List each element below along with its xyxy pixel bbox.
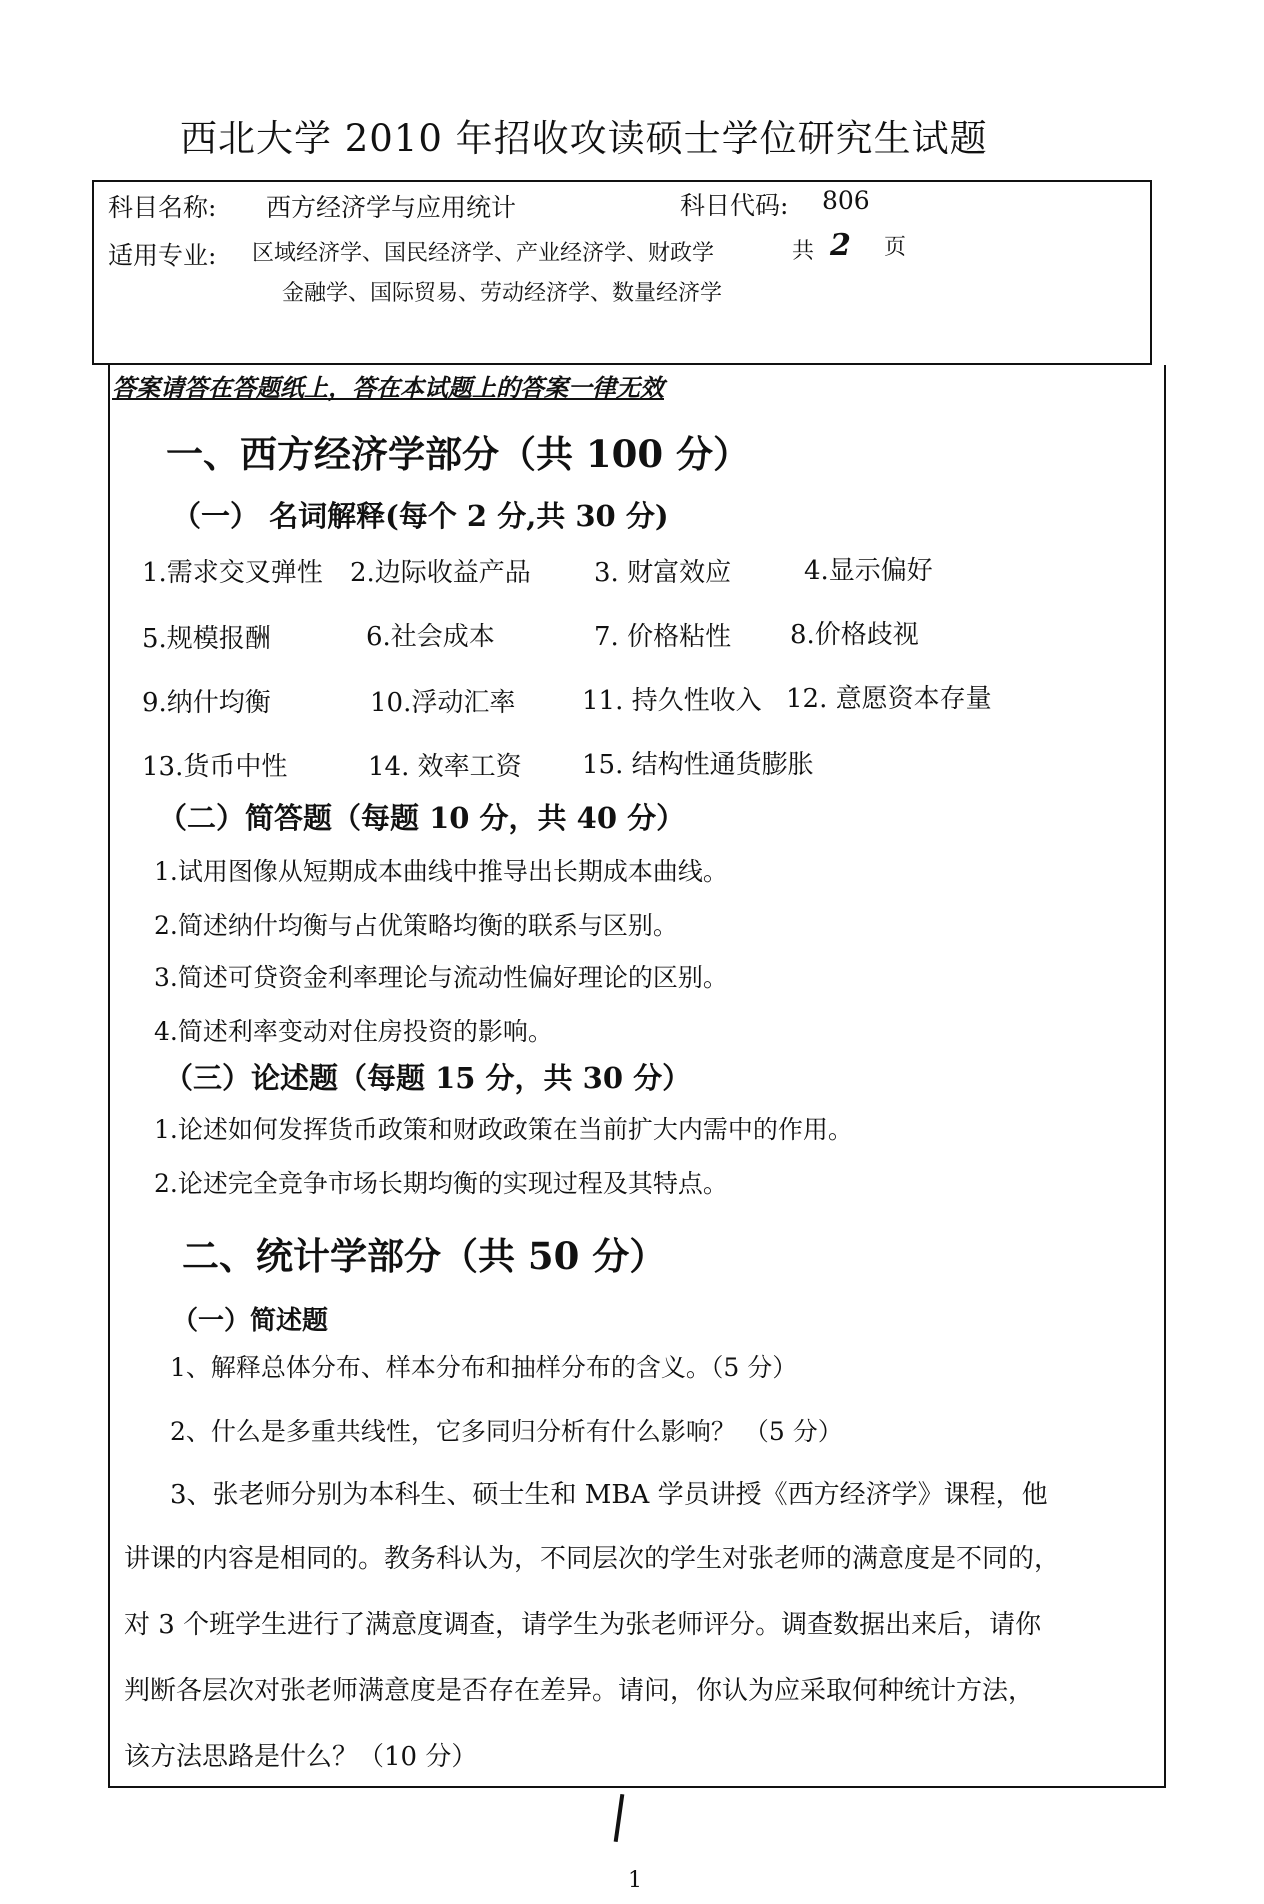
- question-3-line: 3、张老师分别为本科生、硕士生和 MBA 学员讲授《西方经济学》课程，他: [170, 1480, 1048, 1510]
- question-item: 1、解释总体分布、样本分布和抽样分布的含义。（5 分）: [170, 1353, 798, 1382]
- term-item: 5.规模报酬: [142, 624, 271, 654]
- term-item: 13.货币中性: [142, 752, 288, 782]
- major-label: 适用专业:: [108, 241, 217, 270]
- header-box: [92, 180, 1152, 365]
- part1-heading: 一、西方经济学部分（共 100 分）: [166, 432, 750, 476]
- term-item: 6.社会成本: [366, 622, 495, 652]
- question-3-line: 讲课的内容是相同的。教务科认为，不同层次的学生对张老师的满意度是不同的，: [124, 1544, 1061, 1574]
- question-3-line: 该方法思路是什么？（10 分）: [124, 1742, 478, 1772]
- term-item: 2.边际收益产品: [350, 558, 531, 588]
- term-item: 9.纳什均衡: [142, 688, 271, 718]
- code-label: 科日代码:: [680, 191, 789, 220]
- subject-label: 科目名称:: [108, 193, 217, 222]
- pages-count: 2: [830, 228, 851, 263]
- term-item: 3. 财富效应: [594, 558, 732, 588]
- question-item: 1.论述如何发挥货币政策和财政政策在当前扩大内需中的作用。: [154, 1115, 853, 1144]
- part1-sec2-heading: （二）简答题（每题 10 分，共 40 分）: [158, 801, 686, 835]
- answer-notice: 答案请答在答题纸上，答在本试题上的答案一律无效: [112, 373, 664, 402]
- question-3-line: 判断各层次对张老师满意度是否存在差异。请问，你认为应采取何种统计方法，: [124, 1676, 1035, 1706]
- question-item: 4.简述利率变动对住房投资的影响。: [154, 1017, 553, 1046]
- part1-sec1-heading: （一） 名词解释(每个 2 分,共 30 分): [172, 499, 669, 533]
- pages-suffix: 页: [884, 235, 907, 260]
- pen-mark: [614, 1794, 625, 1842]
- part2-sec1-heading: （一）简述题: [172, 1306, 329, 1336]
- subject-value: 西方经济学与应用统计: [266, 193, 517, 222]
- term-item: 11. 持久性收入: [582, 686, 762, 716]
- term-item: 14. 效率工资: [368, 752, 522, 782]
- question-item: 2、什么是多重共线性，它多同归分析有什么影响？ （5 分）: [170, 1417, 843, 1446]
- part2-heading: 二、统计学部分（共 50 分）: [182, 1234, 667, 1278]
- code-value: 806: [822, 186, 870, 215]
- page-number: 1: [628, 1868, 642, 1893]
- majors-line-1: 区域经济学、国民经济学、产业经济学、财政学: [252, 241, 715, 266]
- majors-line-2: 金融学、国际贸易、劳动经济学、数量经济学: [282, 281, 723, 306]
- question-item: 1.试用图像从短期成本曲线中推导出长期成本曲线。: [154, 857, 728, 886]
- part1-sec3-heading: （三）论述题（每题 15 分，共 30 分）: [164, 1061, 692, 1095]
- term-item: 7. 价格粘性: [594, 622, 732, 652]
- term-item: 1.需求交叉弹性: [142, 558, 323, 588]
- question-item: 2.论述完全竞争市场长期均衡的实现过程及其特点。: [154, 1169, 728, 1198]
- term-item: 8.价格歧视: [790, 620, 919, 650]
- term-item: 4.显示偏好: [804, 556, 933, 586]
- question-3-line: 对 3 个班学生进行了满意度调查，请学生为张老师评分。调查数据出来后，请你: [124, 1610, 1042, 1640]
- term-item: 15. 结构性通货膨胀: [582, 750, 814, 780]
- exam-title: 西北大学 2010 年招收攻读硕士学位研究生试题: [180, 117, 988, 160]
- term-item: 12. 意愿资本存量: [786, 684, 992, 714]
- question-item: 2.简述纳什均衡与占优策略均衡的联系与区别。: [154, 911, 678, 940]
- pages-prefix: 共: [792, 239, 815, 264]
- question-item: 3.简述可贷资金利率理论与流动性偏好理论的区别。: [154, 963, 728, 992]
- term-item: 10.浮动汇率: [370, 688, 516, 718]
